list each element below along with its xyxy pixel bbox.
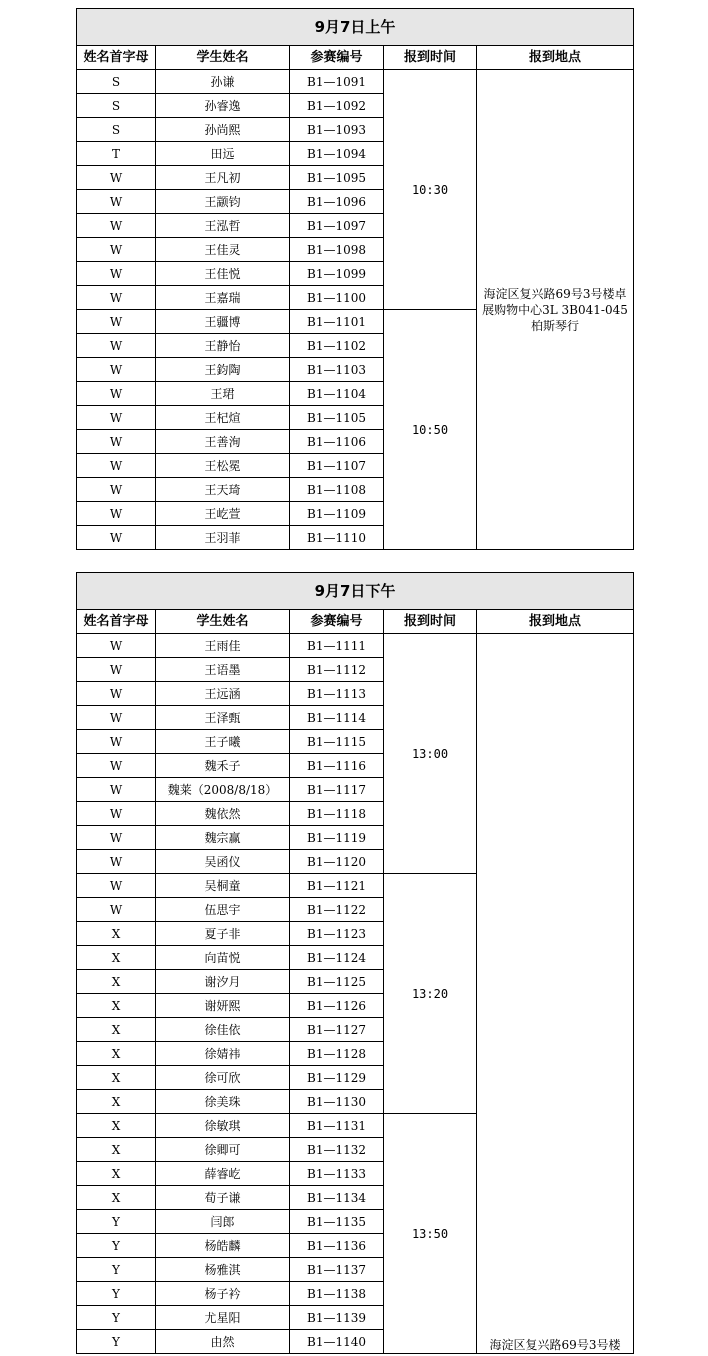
student-name-cell: 王佳悦 [156,262,290,286]
initial-cell: W [77,310,156,334]
schedule-table-morning [76,8,634,550]
student-name-cell: 薛睿屹 [156,1162,290,1186]
entry-number-cell: B1—1111 [290,634,384,658]
initial-cell: W [77,682,156,706]
student-name-cell: 王语墨 [156,658,290,682]
column-header-initial: 姓名首字母 [77,46,156,70]
entry-number-cell: B1—1110 [290,526,384,550]
checkin-time-cell: 10:30 [384,70,477,310]
initial-cell: X [77,1114,156,1138]
entry-number-cell: B1—1103 [290,358,384,382]
student-name-cell: 夏子非 [156,922,290,946]
entry-number-cell: B1—1137 [290,1258,384,1282]
student-name-cell: 王子曦 [156,730,290,754]
column-header-checkin-location: 报到地点 [477,610,634,634]
student-name-cell: 王颛钧 [156,190,290,214]
student-name-cell: 魏禾子 [156,754,290,778]
initial-cell: X [77,1018,156,1042]
initial-cell: W [77,190,156,214]
entry-number-cell: B1—1127 [290,1018,384,1042]
section-title: 9月7日上午 [77,9,634,46]
entry-number-cell: B1—1096 [290,190,384,214]
initial-cell: W [77,358,156,382]
entry-number-cell: B1—1129 [290,1066,384,1090]
initial-cell: W [77,334,156,358]
student-name-cell: 孙尚熙 [156,118,290,142]
checkin-time-cell: 13:00 [384,634,477,874]
student-name-cell: 由然 [156,1330,290,1354]
initial-cell: W [77,214,156,238]
student-name-cell: 王天琦 [156,478,290,502]
initial-cell: X [77,1042,156,1066]
student-name-cell: 伍思宇 [156,898,290,922]
student-name-cell: 魏莱（2008/8/18） [156,778,290,802]
student-name-cell: 王鈞陶 [156,358,290,382]
initial-cell: W [77,406,156,430]
initial-cell: X [77,1186,156,1210]
student-name-cell: 王静怡 [156,334,290,358]
student-name-cell: 杨雅淇 [156,1258,290,1282]
entry-number-cell: B1—1136 [290,1234,384,1258]
student-name-cell: 王善洵 [156,430,290,454]
entry-number-cell: B1—1117 [290,778,384,802]
entry-number-cell: B1—1097 [290,214,384,238]
initial-cell: X [77,1162,156,1186]
column-header-student-name: 学生姓名 [156,46,290,70]
entry-number-cell: B1—1134 [290,1186,384,1210]
entry-number-cell: B1—1107 [290,454,384,478]
table-row [77,70,634,94]
student-name-cell: 王凡初 [156,166,290,190]
initial-cell: Y [77,1210,156,1234]
initial-cell: W [77,802,156,826]
entry-number-cell: B1—1095 [290,166,384,190]
initial-cell: W [77,658,156,682]
student-name-cell: 向苗悦 [156,946,290,970]
column-header-initial: 姓名首字母 [77,610,156,634]
initial-cell: W [77,826,156,850]
student-name-cell: 王佳灵 [156,238,290,262]
entry-number-cell: B1—1122 [290,898,384,922]
entry-number-cell: B1—1109 [290,502,384,526]
entry-number-cell: B1—1108 [290,478,384,502]
entry-number-cell: B1—1119 [290,826,384,850]
student-name-cell: 王疆博 [156,310,290,334]
initial-cell: S [77,118,156,142]
initial-cell: Y [77,1330,156,1354]
entry-number-cell: B1—1135 [290,1210,384,1234]
checkin-location-text: 海淀区复兴路69号3号楼 [489,1338,621,1352]
entry-number-cell: B1—1131 [290,1114,384,1138]
student-name-cell: 杨子衿 [156,1282,290,1306]
student-name-cell: 王泽甄 [156,706,290,730]
initial-cell: W [77,502,156,526]
entry-number-cell: B1—1106 [290,430,384,454]
entry-number-cell: B1—1124 [290,946,384,970]
student-name-cell: 王杞煊 [156,406,290,430]
initial-cell: W [77,874,156,898]
checkin-time-cell: 10:50 [384,310,477,550]
student-name-cell: 谢妍熙 [156,994,290,1018]
entry-number-cell: B1—1132 [290,1138,384,1162]
column-header-checkin-location: 报到地点 [477,46,634,70]
initial-cell: W [77,430,156,454]
student-name-cell: 徐可欣 [156,1066,290,1090]
entry-number-cell: B1—1098 [290,238,384,262]
entry-number-cell: B1—1139 [290,1306,384,1330]
student-name-cell: 王远涵 [156,682,290,706]
initial-cell: Y [77,1258,156,1282]
section-title: 9月7日下午 [77,573,634,610]
entry-number-cell: B1—1126 [290,994,384,1018]
student-name-cell: 吴桐童 [156,874,290,898]
initial-cell: Y [77,1234,156,1258]
student-name-cell: 徐婧祎 [156,1042,290,1066]
student-name-cell: 徐美珠 [156,1090,290,1114]
student-name-cell: 孙谦 [156,70,290,94]
initial-cell: W [77,706,156,730]
initial-cell: W [77,898,156,922]
initial-cell: W [77,286,156,310]
initial-cell: X [77,1138,156,1162]
student-name-cell: 王珺 [156,382,290,406]
initial-cell: W [77,262,156,286]
entry-number-cell: B1—1091 [290,70,384,94]
initial-cell: S [77,94,156,118]
student-name-cell: 徐佳依 [156,1018,290,1042]
initial-cell: S [77,70,156,94]
checkin-location-text: 海淀区复兴路69号3号楼卓展购物中心3L 3B041-045柏斯琴行 [482,286,628,333]
initial-cell: W [77,850,156,874]
initial-cell: W [77,382,156,406]
initial-cell: X [77,922,156,946]
entry-number-cell: B1—1099 [290,262,384,286]
table-row [77,634,634,658]
entry-number-cell: B1—1093 [290,118,384,142]
column-header-student-name: 学生姓名 [156,610,290,634]
entry-number-cell: B1—1128 [290,1042,384,1066]
entry-number-cell: B1—1133 [290,1162,384,1186]
student-name-cell: 田远 [156,142,290,166]
student-name-cell: 魏宗赢 [156,826,290,850]
student-name-cell: 徐敏琪 [156,1114,290,1138]
initial-cell: W [77,238,156,262]
checkin-location-cell [477,70,634,550]
entry-number-cell: B1—1125 [290,970,384,994]
entry-number-cell: B1—1105 [290,406,384,430]
entry-number-cell: B1—1112 [290,658,384,682]
initial-cell: X [77,970,156,994]
entry-number-cell: B1—1116 [290,754,384,778]
column-header-checkin-time: 报到时间 [384,610,477,634]
entry-number-cell: B1—1130 [290,1090,384,1114]
initial-cell: W [77,166,156,190]
entry-number-cell: B1—1113 [290,682,384,706]
entry-number-cell: B1—1123 [290,922,384,946]
student-name-cell: 荀子谦 [156,1186,290,1210]
student-name-cell: 魏依然 [156,802,290,826]
student-name-cell: 尤星阳 [156,1306,290,1330]
student-name-cell: 王泓哲 [156,214,290,238]
student-name-cell: 孙睿逸 [156,94,290,118]
entry-number-cell: B1—1101 [290,310,384,334]
initial-cell: W [77,454,156,478]
initial-cell: X [77,994,156,1018]
initial-cell: T [77,142,156,166]
initial-cell: X [77,1066,156,1090]
entry-number-cell: B1—1100 [290,286,384,310]
entry-number-cell: B1—1118 [290,802,384,826]
entry-number-cell: B1—1120 [290,850,384,874]
initial-cell: W [77,778,156,802]
schedule-table-afternoon [76,572,634,1354]
initial-cell: W [77,754,156,778]
student-name-cell: 王嘉瑞 [156,286,290,310]
entry-number-cell: B1—1121 [290,874,384,898]
entry-number-cell: B1—1140 [290,1330,384,1354]
student-name-cell: 王雨佳 [156,634,290,658]
initial-cell: Y [77,1282,156,1306]
initial-cell: W [77,478,156,502]
initial-cell: X [77,1090,156,1114]
initial-cell: W [77,634,156,658]
entry-number-cell: B1—1114 [290,706,384,730]
entry-number-cell: B1—1104 [290,382,384,406]
checkin-location-cell [477,634,634,1354]
column-header-entry-number: 参赛编号 [290,610,384,634]
column-header-entry-number: 参赛编号 [290,46,384,70]
student-name-cell: 王羽菲 [156,526,290,550]
entry-number-cell: B1—1115 [290,730,384,754]
checkin-time-cell: 13:20 [384,874,477,1114]
student-name-cell: 谢汐月 [156,970,290,994]
initial-cell: Y [77,1306,156,1330]
column-header-checkin-time: 报到时间 [384,46,477,70]
initial-cell: X [77,946,156,970]
student-name-cell: 吴函仪 [156,850,290,874]
checkin-time-cell: 13:50 [384,1114,477,1354]
initial-cell: W [77,526,156,550]
student-name-cell: 徐卿可 [156,1138,290,1162]
student-name-cell: 闫郎 [156,1210,290,1234]
entry-number-cell: B1—1102 [290,334,384,358]
entry-number-cell: B1—1092 [290,94,384,118]
initial-cell: W [77,730,156,754]
student-name-cell: 王屹萱 [156,502,290,526]
student-name-cell: 王松冕 [156,454,290,478]
entry-number-cell: B1—1094 [290,142,384,166]
student-name-cell: 杨皓麟 [156,1234,290,1258]
entry-number-cell: B1—1138 [290,1282,384,1306]
